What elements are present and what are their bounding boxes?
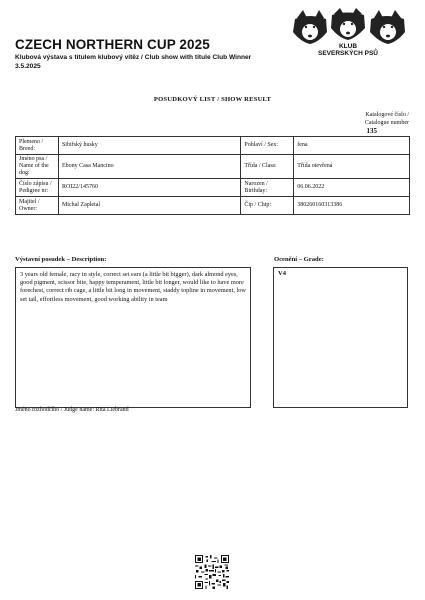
description-label: Výstavní posudek – Description: bbox=[15, 256, 107, 263]
chip-value: 380260160313386 bbox=[294, 197, 410, 215]
logo-text-line1: KLUB bbox=[338, 43, 358, 50]
show-title: CZECH NORTHERN CUP 2025 bbox=[15, 37, 210, 52]
class-value: Třída otevřená bbox=[294, 155, 410, 179]
chip-label: Čip / Chip: bbox=[241, 197, 294, 215]
dog-info-table bbox=[15, 136, 410, 215]
pedigree-value: ROI22/145760 bbox=[58, 179, 240, 197]
catalogue-label-line1: Katalogové číslo / bbox=[365, 112, 409, 118]
grade-box bbox=[273, 267, 408, 408]
table-row bbox=[16, 197, 410, 215]
birthday-value: 06.06.2022 bbox=[294, 179, 410, 197]
owner-label: Majitel / Owner: bbox=[16, 197, 59, 215]
sex-label: Pohlaví / Sex: bbox=[241, 137, 294, 155]
class-label: Třída / Class: bbox=[241, 155, 294, 179]
pedigree-label: Číslo zápisu / Pedigree nr: bbox=[16, 179, 59, 197]
grade-value: V4 bbox=[278, 270, 287, 277]
breed-value: Sibiřský husky bbox=[58, 137, 240, 155]
catalogue-label-line2: Catalogue number bbox=[364, 120, 409, 126]
owner-value: Michal Zapletal bbox=[58, 197, 240, 215]
birthday-label: Narozen / Birthday: bbox=[241, 179, 294, 197]
logo-text-line2: SEVERSKÝCH PSŮ bbox=[318, 50, 378, 57]
show-subtitle: Klubová výstava s titulem klubový vítěz / Club show with titule Club Winner bbox=[15, 54, 252, 61]
dog-name-label: Jméno psa / Name of the dog: bbox=[16, 155, 59, 179]
breed-label: Plemeno / Breed: bbox=[16, 137, 59, 155]
catalogue-label bbox=[365, 111, 409, 127]
document-title: POSUDKOVÝ LIST / SHOW RESULT bbox=[153, 96, 272, 103]
table-row bbox=[16, 155, 410, 179]
grade-label: Ocenění – Grade: bbox=[274, 256, 324, 263]
judge-name: Jméno rozhodčího / Judge name: Rita Liebrand bbox=[15, 407, 129, 413]
qr-code-icon bbox=[195, 555, 229, 589]
description-box bbox=[15, 267, 251, 408]
show-date: 3.5.2025 bbox=[15, 63, 41, 70]
table-row bbox=[16, 137, 410, 155]
description-text: 3 years old female, racy in style, correct set ears (a little bit bigger), dark almond eyes, good pigment, scissor bite, happy temperament, little bit longer, would like to have more forechest, correct rib cage, a little bit long in movement, staddy topline in movement, low set tail, effortless movement, good working ability in team bbox=[20, 271, 246, 303]
table-row bbox=[16, 179, 410, 197]
catalogue-number: 135 bbox=[366, 127, 377, 135]
sex-value: fena bbox=[294, 137, 410, 155]
dog-name-value: Ebony Casa Mancino bbox=[58, 155, 240, 179]
